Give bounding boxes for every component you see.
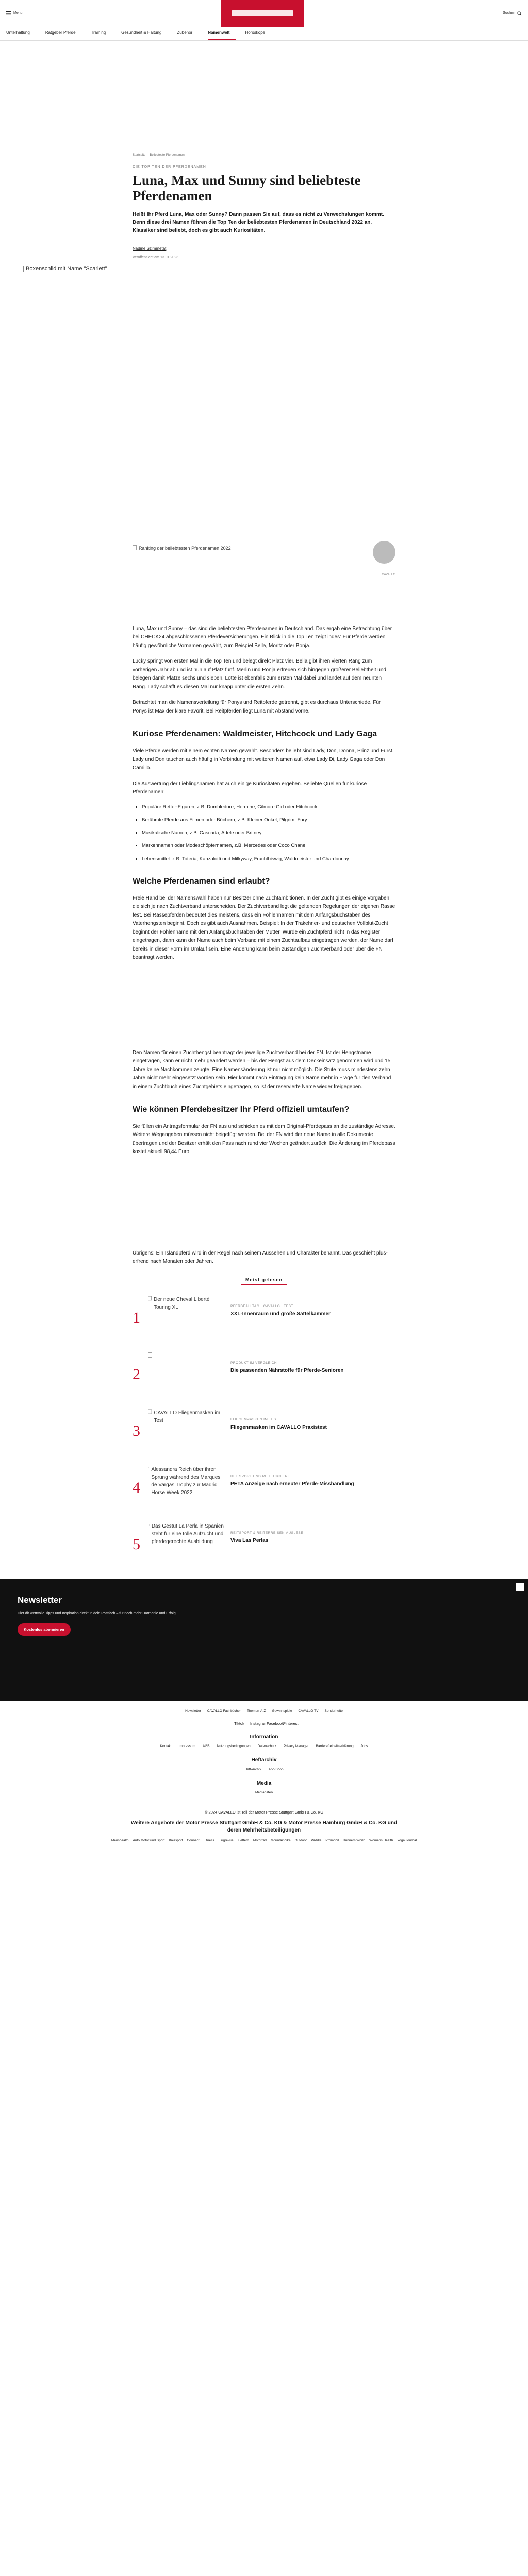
footer-link[interactable]: CAVALLO TV bbox=[298, 1709, 319, 1714]
most-read-item[interactable] bbox=[133, 1296, 395, 1337]
list-item: • Populäre Retter-Figuren, z.B. Dumbledore, Hermine, Gilmore Girl oder Hitchcock bbox=[142, 803, 395, 811]
list-item: • Markennamen oder Modeschöpfernamen, z.B. Mercedes oder Coco Chanel bbox=[142, 842, 395, 850]
site-link[interactable]: Runners World bbox=[343, 1838, 366, 1842]
breadcrumb bbox=[124, 41, 404, 158]
list-item: • Lebensmittel: z.B. Toteria, Kanzalotti und Milkyway, Fruchtbiswig, Waldmeister und Chardonnay bbox=[142, 855, 395, 863]
logo-wordmark bbox=[232, 10, 293, 16]
newsletter-text: Hier dir wertvolle Tipps und Inspiration direkt in dein Postfach – für noch mehr Harmonie und Erfolg! bbox=[18, 1611, 177, 1615]
instagram-icon[interactable]: Instagram bbox=[250, 1721, 268, 1726]
teaser-alt: Das Gestüt La Perla in Spanien steht für eine tolle Aufzucht und pferdegerechte Ausbildung bbox=[151, 1523, 224, 1545]
footer-heading: Information bbox=[250, 1734, 278, 1740]
teaser-kicker: REITSPORT UND REITTURNIERE bbox=[230, 1475, 290, 1479]
paragraph: Freie Hand bei der Namenswahl haben nur Besitzer ohne Zuchtambitionen. In der Zucht gibt es einige Vorgaben, die sich je nach Zuchtverband unterscheiden. Der Zuchtverband legt die geltenden Regelungen der eigenen Rasse fest. Bei Rassepferden bedeutet dies meistens, dass ein Fohlennamen mit dem Anfangsbuchstaben des Vaterhengsten beginnt. Doch es gibt auch Ausnahmen. Beispiel: In der Trakehner- und deutschen Vollblut-Zucht beginnt der Fohlenname mit dem Anfangsbuchstaben der Mutter. Wurde ein Zuchtpferd nicht in das Register eingetragen, dann kann der Name auch beim Verband mit einem Zuchtaufbau eingetragen werden, der Name darf bereits in dieser Form im Umlauf sein. Eine Änderung kann beim zuständigen Zuchtverband oder über die FN beantragt werden. bbox=[133, 895, 395, 960]
site-link[interactable]: Bikesport bbox=[169, 1838, 183, 1842]
site-link[interactable]: Connect bbox=[187, 1838, 200, 1842]
broken-image-icon bbox=[19, 266, 24, 272]
footer-link[interactable]: Abo-Shop bbox=[268, 1767, 284, 1771]
section-heading: Welche Pferdenamen sind erlaubt? bbox=[133, 876, 270, 886]
top-bar bbox=[0, 0, 528, 27]
teaser-headline[interactable]: Viva Las Perlas bbox=[230, 1538, 269, 1544]
section-heading: Wie können Pferdebesitzer Ihr Pferd offiziell umtaufen? bbox=[133, 1105, 350, 1114]
list-item: • Berühmte Pferde aus Filmen oder Büchern, z.B. Kleiner Onkel, Pilgrim, Fury bbox=[142, 816, 395, 824]
paragraph: Die Auswertung der Lieblingsnamen hat auch einige Kuriositäten ergeben. Beliebte Quellen für kuriose Pferdenamen: bbox=[133, 781, 367, 795]
menu-label: Menu bbox=[13, 11, 23, 15]
article-date: Veröffentlicht am 13.01.2023 bbox=[133, 256, 178, 260]
site-link[interactable]: Menshealth bbox=[111, 1838, 129, 1842]
paragraph: Sie füllen ein Antragsformular der FN aus und schicken es mit dem Original-Pferdepass an die zuständige Adresse. Weitere Wegangaben müssen nicht beigefügt werden. Bei der FN wird der neue Name in alle Dokumente übertragen und der Besitzer erhält den Pass nach rund vier Wochen geändert zurück. Die Änderung im Pferdepass kostet aktuell 98,44 Euro. bbox=[133, 1123, 395, 1155]
footer-link[interactable]: Barrierefreiheitserklärung bbox=[316, 1744, 354, 1749]
article-lead: Heißt Ihr Pferd Luna, Max oder Sunny? Dann passen Sie auf, dass es nicht zu Verwechslungen kommt. Denn diese drei Namen führen die Top Ten der beliebtesten Pferdenamen in Deutschland 2022 an. Klassiker sind beliebt, doch es gibt auch Kuriositäten. bbox=[133, 211, 384, 233]
footer-link[interactable]: Gewinnspiele bbox=[272, 1709, 292, 1714]
ad-slot bbox=[133, 962, 395, 1042]
paragraph: Den Namen für einen Zuchthengst beantragt der jeweilige Zuchtverband bei der FN. Ist der Hengstname eingetragen, kann er nicht mehr geändert werden – bis der Hengst aus dem Deckeinsatz genommen wird und 15 Jahre keine Nachkommen zeugte. Eine Namensänderung ist nur nicht möglich. Die Stute muss mindestens zehn Jahre nicht mehr eingesetzt worden sein. Hier kommt nach Eintragung kein Name mehr in Frage für den Verband in einem Zuchtbuch eines Zuchtgebiets eingetragen, so ist der reservierte Name wieder freigegeben. bbox=[133, 1049, 391, 1090]
facebook-icon[interactable]: Facebook bbox=[267, 1721, 284, 1726]
site-link[interactable]: Auto Motor und Sport bbox=[133, 1838, 165, 1842]
rank-number: 4 bbox=[133, 1479, 140, 1497]
section-heading: Kuriose Pferdenamen: Waldmeister, Hitchcock und Lady Gaga bbox=[133, 730, 377, 739]
copyright: © 2024 CAVALLO ist Teil der Motor Presse Stuttgart GmbH & Co. KG bbox=[204, 1810, 324, 1815]
ranking-badge-label: CAVALLO bbox=[382, 573, 395, 577]
ranking-badge bbox=[373, 541, 395, 564]
article-body bbox=[26, 165, 404, 1564]
site-link[interactable]: Klettern bbox=[237, 1838, 249, 1842]
footer-link[interactable]: Datenschutz bbox=[257, 1744, 276, 1749]
teaser-kicker: PRODUKT IM VERGLEICH bbox=[230, 1361, 277, 1365]
ad-slot bbox=[133, 1157, 395, 1242]
site-link[interactable]: Promobil bbox=[325, 1838, 339, 1842]
rank-number: 1 bbox=[133, 1309, 140, 1327]
footer-link[interactable]: Kontakt bbox=[160, 1744, 172, 1749]
teaser-headline[interactable]: Fliegenmasken im CAVALLO Praxistest bbox=[230, 1425, 327, 1431]
kuriose-namen-list bbox=[133, 803, 395, 863]
site-logo[interactable] bbox=[221, 0, 304, 27]
hamburger-icon bbox=[6, 11, 11, 15]
most-read-item[interactable] bbox=[133, 1409, 395, 1450]
search-icon bbox=[517, 11, 522, 16]
site-link[interactable]: Flugrevue bbox=[218, 1838, 234, 1842]
ranking-alt-text: Ranking der beliebtesten Pferdenamen 2022 bbox=[139, 545, 231, 551]
broken-image-icon bbox=[148, 1409, 152, 1414]
nav-gesundheit[interactable]: Gesundheit & Haltung bbox=[121, 30, 162, 35]
hero-image bbox=[26, 261, 395, 539]
teaser-alt: Der neue Cheval Liberté Touring XL bbox=[154, 1297, 210, 1311]
teaser-image bbox=[148, 1296, 225, 1337]
ranking-image bbox=[133, 541, 395, 623]
teaser-headline[interactable]: Die passenden Nährstoffe für Pferde-Senioren bbox=[230, 1368, 344, 1374]
hero-alt-text: Boxenschild mit Name "Scarlett" bbox=[26, 265, 107, 272]
site-link[interactable]: Mountainbike bbox=[270, 1838, 291, 1842]
newsletter-banner bbox=[0, 1579, 528, 1701]
most-read-section bbox=[133, 1277, 395, 1564]
nav-training[interactable]: Training bbox=[91, 30, 106, 35]
search-button[interactable] bbox=[503, 11, 522, 16]
ranking-image-alt bbox=[133, 545, 231, 552]
site-link[interactable]: Womens Health bbox=[369, 1838, 393, 1842]
nav-namenwelt[interactable]: Namenwelt bbox=[208, 27, 236, 40]
footer-help-links bbox=[124, 1767, 404, 1772]
article-kicker: DIE TOP TEN DER PFERDENAMEN bbox=[133, 165, 206, 169]
teaser-image bbox=[148, 1522, 225, 1564]
teaser-alt: Alessandra Reich über ihren Sprung während des Marques de Vargas Trophy zur Madrid Horse Week 2022 bbox=[151, 1467, 221, 1496]
article-column bbox=[18, 41, 417, 1843]
footer-link[interactable]: Heft-Archiv bbox=[244, 1767, 261, 1771]
footer-links-top bbox=[124, 1709, 404, 1714]
broken-image-icon bbox=[148, 1522, 150, 1528]
paragraph: Luna, Max und Sunny – das sind die beliebtesten Pferdenamen in Deutschland. Das ergab eine Betrachtung über bei CHECK24 abgeschlossenen Pferdeversicherungen. Ein Blick in die Top Ten zeigt indes: Für Pferde werden häufig gewöhnliche Vornamen gewählt, zum Beispiel Bella, Moritz oder Bonja. bbox=[133, 625, 392, 649]
footer-heading: Media bbox=[256, 1780, 272, 1786]
breadcrumb-current: Beliebteste Pferdenamen bbox=[150, 154, 185, 157]
footer-link[interactable]: Mediadaten bbox=[255, 1790, 273, 1794]
hero-image-alt bbox=[19, 265, 107, 274]
site-link[interactable]: Motorrad bbox=[253, 1838, 267, 1842]
footer-media-links bbox=[124, 1790, 404, 1795]
newsletter-subscribe-button[interactable]: Kostenlos abonnieren bbox=[18, 1623, 71, 1635]
nav-horoskope[interactable]: Horoskope bbox=[245, 30, 266, 35]
footer-link[interactable]: Impressum bbox=[178, 1744, 195, 1749]
most-read-item[interactable] bbox=[133, 1522, 395, 1564]
search-label: Suchen bbox=[503, 11, 515, 15]
footer-link[interactable]: Nutzungsbedingungen bbox=[217, 1744, 251, 1749]
nav-ratgeber-pferde[interactable]: Ratgeber Pferde bbox=[45, 30, 76, 35]
broken-image-icon bbox=[148, 1296, 152, 1301]
article-author[interactable]: Nadine Szimmetat bbox=[133, 246, 167, 251]
footer-link[interactable]: AGB bbox=[202, 1744, 210, 1749]
paragraph: Viele Pferde werden mit einem echten Namen gewählt. Besonders beliebt sind Lady, Don, Donna, Prinz und Fürst. Lady und Don tauchen auch häufig in Verbindung mit weiteren Namen auf, etwa Lady Di, Lady Gaga oder Don Camillo. bbox=[133, 748, 394, 771]
site-link[interactable]: Yoga Journal bbox=[397, 1838, 417, 1842]
teaser-alt: CAVALLO Fliegenmasken im Test bbox=[154, 1410, 220, 1424]
most-read-item[interactable] bbox=[133, 1352, 395, 1394]
rank-number: 5 bbox=[133, 1536, 140, 1553]
broken-image-icon bbox=[148, 1352, 152, 1358]
broken-image-icon bbox=[148, 1466, 149, 1471]
footer-link[interactable]: Sonderhefte bbox=[324, 1709, 343, 1714]
main-nav bbox=[0, 27, 528, 41]
teaser-kicker: PFERDEALLTAG · CAVALLO · TEST bbox=[230, 1304, 293, 1309]
most-read-item[interactable] bbox=[133, 1466, 395, 1507]
site-link[interactable]: Fitness bbox=[203, 1838, 214, 1842]
list-item: • Musikalische Namen, z.B. Cascada, Adele oder Britney bbox=[142, 829, 395, 837]
rank-number: 3 bbox=[133, 1422, 140, 1440]
footer-link[interactable]: Jobs bbox=[360, 1744, 368, 1749]
close-icon[interactable] bbox=[516, 1583, 524, 1591]
nav-zubehoer[interactable]: Zubehör bbox=[177, 30, 193, 35]
footer-link[interactable]: Privacy Manager bbox=[283, 1744, 309, 1749]
teaser-image bbox=[148, 1352, 225, 1394]
paragraph: Lucky springt von ersten Mal in die Top Ten und belegt direkt Platz vier. Bella gibt ihren vierten Rang zum vorherigen Jahr ab und ist nun auf Platz fünf. Merlin und Ronja erfreuen sich hingegen größerer Beliebtheit und belegen damit Plätze sechs und sieben. Lotte ist ebenfalls zum ersten Mal dabei und landet auf dem neunten Rang. Lady schafft es diesen Mal nur knapp unter die ersten Zehn. bbox=[133, 658, 386, 690]
teaser-headline[interactable]: XXL-Innenraum und große Sattelkammer bbox=[230, 1311, 331, 1317]
footer-link[interactable]: Themen-A-Z bbox=[246, 1709, 266, 1714]
nav-unterhaltung[interactable]: Unterhaltung bbox=[6, 30, 30, 35]
footer-info-links bbox=[124, 1744, 404, 1749]
article-title: Luna, Max und Sunny sind beliebteste Pferdenamen bbox=[133, 172, 361, 204]
pinterest-icon[interactable]: Pinterest bbox=[283, 1721, 299, 1726]
teaser-headline[interactable]: PETA Anzeige nach erneuter Pferde-Misshandlung bbox=[230, 1481, 354, 1487]
menu-button[interactable] bbox=[6, 11, 23, 16]
publisher-note: Weitere Angebote der Motor Presse Stuttgart GmbH & Co. KG & Motor Presse Hamburg GmbH & Co. KG und deren Mehrheitsbeteiligungen bbox=[130, 1820, 398, 1833]
site-link[interactable]: Paddle bbox=[311, 1838, 322, 1842]
footer-link[interactable]: CAVALLO Fachbücher bbox=[207, 1709, 241, 1714]
footer-link[interactable]: Newsletter bbox=[185, 1709, 201, 1714]
teaser-image bbox=[148, 1409, 225, 1450]
social-links bbox=[124, 1721, 404, 1726]
paragraph: Betrachtet man die Namensverteilung für Ponys und Reitpferde getrennt, gibt es durchaus Unterschiede. Für Ponys ist Max der klare Favorit. Bei Reitpferden liegt Luna mit Abstand vorne. bbox=[133, 700, 381, 714]
paragraph: Übrigens: Ein Islandpferd wird in der Regel nach seinem Aussehen und Charakter benannt. Das geschieht plus-erfrend nach Monaten oder Jahren. bbox=[133, 1250, 388, 1265]
broken-image-icon bbox=[133, 545, 137, 550]
newsletter-title: Newsletter bbox=[18, 1595, 62, 1605]
tiktok-icon[interactable]: Tiktok bbox=[234, 1721, 244, 1726]
teaser-kicker: REITSPORT & REITERREISEN-AUSLESE bbox=[230, 1531, 304, 1535]
most-read-title: Meist gelesen bbox=[241, 1277, 287, 1286]
teaser-image bbox=[148, 1466, 225, 1507]
footer-heading: Heftarchiv bbox=[251, 1757, 277, 1763]
teaser-kicker: FLIEGENMASKEN IM TEST bbox=[230, 1418, 279, 1422]
breadcrumb-home[interactable]: Startseite bbox=[133, 154, 146, 157]
publisher-sites bbox=[6, 1838, 522, 1843]
site-link[interactable]: Outdoor bbox=[294, 1838, 307, 1842]
rank-number: 2 bbox=[133, 1366, 140, 1383]
